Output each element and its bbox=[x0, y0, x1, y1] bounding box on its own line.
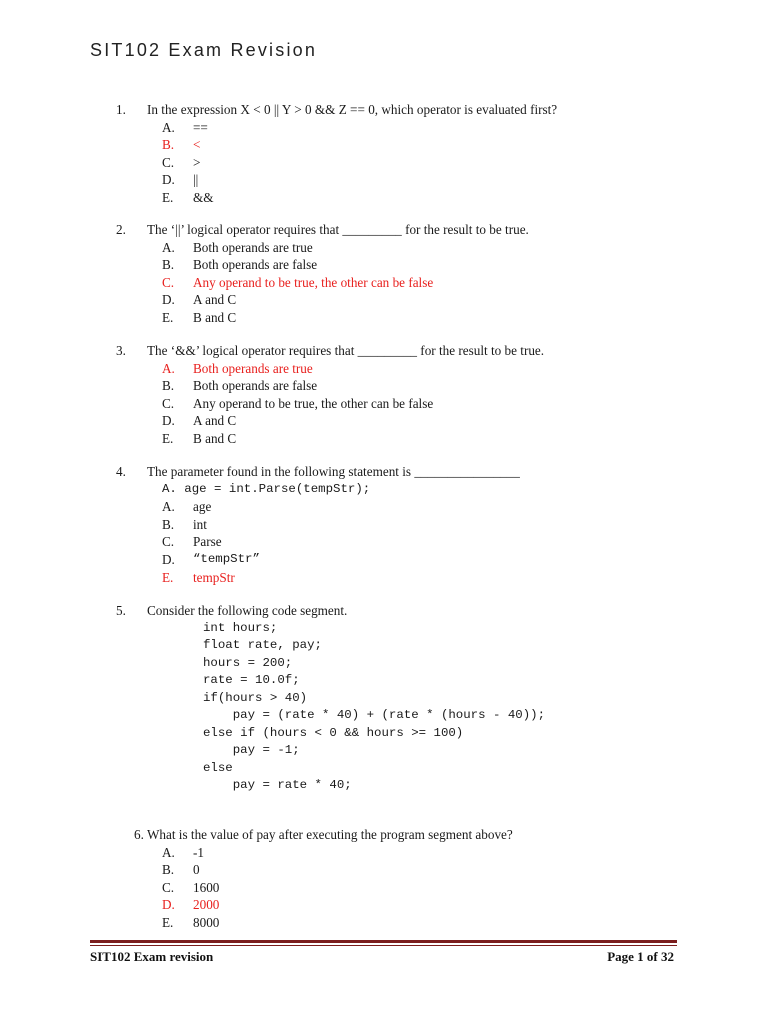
option-letter: E. bbox=[162, 189, 174, 205]
option-text: Any operand to be true, the other can be false bbox=[193, 395, 434, 411]
option-text: A and C bbox=[193, 413, 237, 429]
question-text: In the expression X < 0 || Y > 0 && Z == 0, which operator is evaluated first? bbox=[147, 102, 558, 117]
code-line: pay = (rate * 40) + (rate * (hours - 40)); bbox=[203, 708, 546, 723]
option-letter: A. bbox=[162, 499, 175, 515]
code-line: pay = rate * 40; bbox=[203, 778, 352, 793]
option-text: B and C bbox=[193, 309, 237, 325]
code-line: int hours; bbox=[203, 620, 278, 635]
option-text: Both operands are false bbox=[193, 257, 318, 273]
option-text: age bbox=[193, 499, 212, 515]
option-letter: A. bbox=[162, 844, 175, 860]
option-text: > bbox=[193, 154, 201, 170]
page-title: SIT102 Exam Revision bbox=[90, 40, 318, 60]
option-letter: A. bbox=[162, 239, 175, 255]
option-letter: A. bbox=[162, 360, 175, 376]
option-letter: C. bbox=[162, 154, 175, 170]
option-text: < bbox=[193, 137, 201, 153]
option-text: || bbox=[193, 172, 199, 188]
option-letter: E. bbox=[162, 309, 174, 325]
question-number: 5. bbox=[116, 603, 126, 618]
option-text: Both operands are true bbox=[193, 360, 313, 376]
option-letter: D. bbox=[162, 172, 175, 188]
question-text: The parameter found in the following statement is ________________ bbox=[147, 464, 520, 479]
option-text: -1 bbox=[193, 844, 204, 860]
option-text: && bbox=[193, 189, 214, 205]
question-text: Consider the following code segment. bbox=[147, 603, 348, 618]
option-letter: D. bbox=[162, 551, 175, 567]
option-text: Any operand to be true, the other can be false bbox=[193, 274, 434, 290]
code-line: hours = 200; bbox=[203, 655, 293, 670]
option-text: Both operands are true bbox=[193, 239, 313, 255]
question-number: 1. bbox=[116, 102, 126, 117]
question-line bbox=[134, 826, 513, 844]
option-text: Parse bbox=[193, 534, 222, 550]
option-letter: B. bbox=[162, 516, 175, 532]
question-number: 2. bbox=[116, 222, 126, 237]
option-letter: E. bbox=[162, 569, 174, 585]
option-letter: C. bbox=[162, 534, 175, 550]
option-letter: C. bbox=[162, 879, 175, 895]
question-text: The ‘||’ logical operator requires that _________ for the result to be true. bbox=[147, 222, 529, 237]
option-text: 2000 bbox=[193, 897, 220, 913]
code-line: float rate, pay; bbox=[203, 638, 322, 653]
option-letter: E. bbox=[162, 914, 174, 930]
option-letter: D. bbox=[162, 292, 175, 308]
option-text: Both operands are false bbox=[193, 378, 318, 394]
option-text: 0 bbox=[193, 862, 200, 878]
code-line: if(hours > 40) bbox=[203, 690, 308, 705]
option-letter: D. bbox=[162, 413, 175, 429]
question-number: 3. bbox=[116, 343, 126, 358]
option-letter: B. bbox=[162, 378, 175, 394]
option-letter: C. bbox=[162, 395, 175, 411]
question-number: 6. bbox=[134, 827, 144, 842]
option-text: tempStr bbox=[193, 569, 235, 585]
footer-rule-thin bbox=[90, 945, 677, 946]
option-letter: B. bbox=[162, 257, 175, 273]
code-line: else if (hours < 0 && hours >= 100) bbox=[203, 725, 464, 740]
option-text: A and C bbox=[193, 292, 237, 308]
question-text: What is the value of pay after executing the program segment above? bbox=[146, 827, 513, 842]
option-text: “tempStr” bbox=[193, 551, 260, 566]
option-letter: B. bbox=[162, 137, 175, 153]
page-number: Page 1 of 32 bbox=[607, 949, 674, 964]
option-text: == bbox=[193, 119, 208, 135]
option-letter: D. bbox=[162, 897, 175, 913]
option-text: B and C bbox=[193, 430, 237, 446]
option-text: 1600 bbox=[193, 879, 220, 895]
option-letter: B. bbox=[162, 862, 175, 878]
footer-document-title: SIT102 Exam revision bbox=[90, 949, 214, 964]
code-line: pay = -1; bbox=[203, 743, 300, 758]
code-statement: A. age = int.Parse(tempStr); bbox=[162, 481, 371, 496]
option-letter: E. bbox=[162, 430, 174, 446]
option-text: int bbox=[193, 516, 207, 532]
footer-rule bbox=[90, 940, 677, 943]
code-line: else bbox=[203, 760, 233, 775]
option-letter: A. bbox=[162, 119, 175, 135]
option-text: 8000 bbox=[193, 914, 220, 930]
question-number: 4. bbox=[116, 464, 126, 479]
code-line: rate = 10.0f; bbox=[203, 673, 300, 688]
question-text: The ‘&&’ logical operator requires that _________ for the result to be true. bbox=[147, 343, 545, 358]
option-letter: C. bbox=[162, 274, 175, 290]
